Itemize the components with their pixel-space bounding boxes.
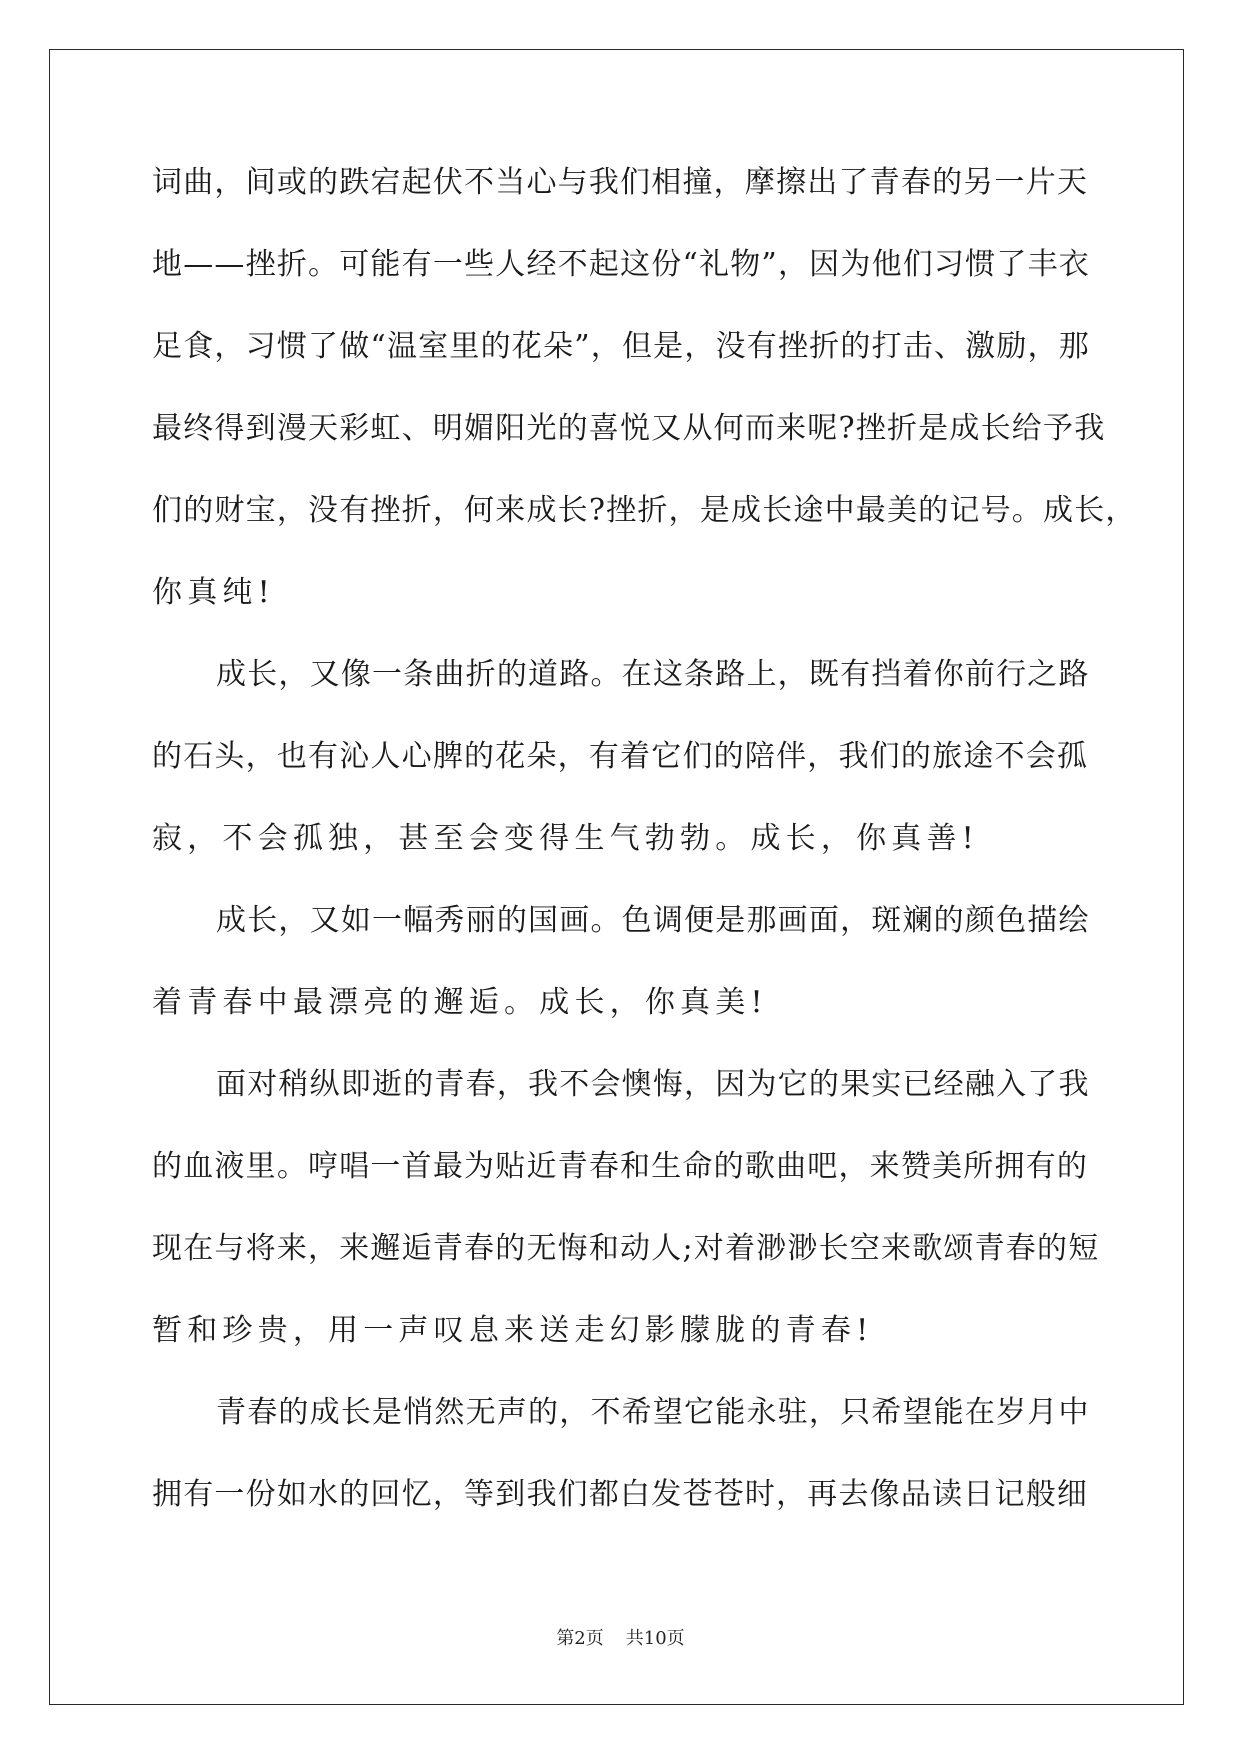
text-line: 青 春 的 成 长 是 悄 然 无 声 的 ， 不 希 望 它 能 永 驻 ， 只 希 望 能 在 岁 月 中 [216,1395,1090,1430]
page-number: 第2页 [556,1628,604,1649]
text-line: 们 的 财 宝 ， 没 有 挫 折 ， 何 来 成 长 ? 挫 折 ， 是 成 长 途 中 最 美 的 记 号 。 成 长 ， [152,493,1137,528]
text-line: 暂 和 珍 贵 ， 用 一 声 叹 息 来 送 走 幻 影 朦 胧 的 青 春 ! [152,1313,870,1348]
document-body [152,152,1137,1546]
text-line: 成 长 ， 又 如 一 幅 秀 丽 的 国 画 。 色 调 便 是 那 画 面 ， 斑 斓 的 颜 色 描 绘 [216,903,1090,938]
text-line: 着 青 春 中 最 漂 亮 的 邂 逅 。 成 长 ， 你 真 美 ! [152,985,764,1020]
text-line: 的 石 头 ， 也 有 沁 人 心 脾 的 花 朵 ， 有 着 它 们 的 陪 伴 ， 我 们 的 旅 途 不 会 孤 [152,739,1089,774]
text-line: 面 对 稍 纵 即 逝 的 青 春 ， 我 不 会 懊 悔 ， 因 为 它 的 果 实 已 经 融 入 了 我 [216,1067,1090,1102]
text-line: 地 — — 挫 折 。 可 能 有 一 些 人 经 不 起 这 份 “ 礼 物 ” ， 因 为 他 们 习 惯 了 丰 衣 [152,247,1090,282]
text-line: 寂 ， 不 会 孤 独 ， 甚 至 会 变 得 生 气 勃 勃 。 成 长 ， 你 真 善 ! [152,821,975,856]
page-total: 共10页 [625,1628,685,1649]
text-line: 拥 有 一 份 如 水 的 回 忆 ， 等 到 我 们 都 白 发 苍 苍 时 ， 再 去 像 品 读 日 记 般 细 [152,1477,1089,1512]
text-line: 你 真 纯 ! [152,575,271,610]
text-line: 成 长 ， 又 像 一 条 曲 折 的 道 路 。 在 这 条 路 上 ， 既 有 挡 着 你 前 行 之 路 [216,657,1090,692]
text-line: 最 终 得 到 漫 天 彩 虹 、 明 媚 阳 光 的 喜 悦 又 从 何 而 来 呢 ? 挫 折 是 成 长 给 予 我 [152,411,1106,446]
text-line: 现 在 与 将 来 ， 来 邂 逅 青 春 的 无 悔 和 动 人 ; 对 着 渺 渺 长 空 来 歌 颂 青 春 的 短 [152,1231,1100,1266]
text-line: 足 食 ， 习 惯 了 做 “ 温 室 里 的 花 朵 ” ， 但 是 ， 没 有 挫 折 的 打 击 、 激 励 ， 那 [152,329,1090,364]
text-line: 词 曲 ， 间 或 的 跌 宕 起 伏 不 当 心 与 我 们 相 撞 ， 摩 擦 出 了 青 春 的 另 一 片 天 [152,165,1089,200]
page-footer [0,1624,1241,1650]
text-line: 的 血 液 里 。 哼 唱 一 首 最 为 贴 近 青 春 和 生 命 的 歌 曲 吧 ， 来 赞 美 所 拥 有 的 [152,1149,1089,1184]
